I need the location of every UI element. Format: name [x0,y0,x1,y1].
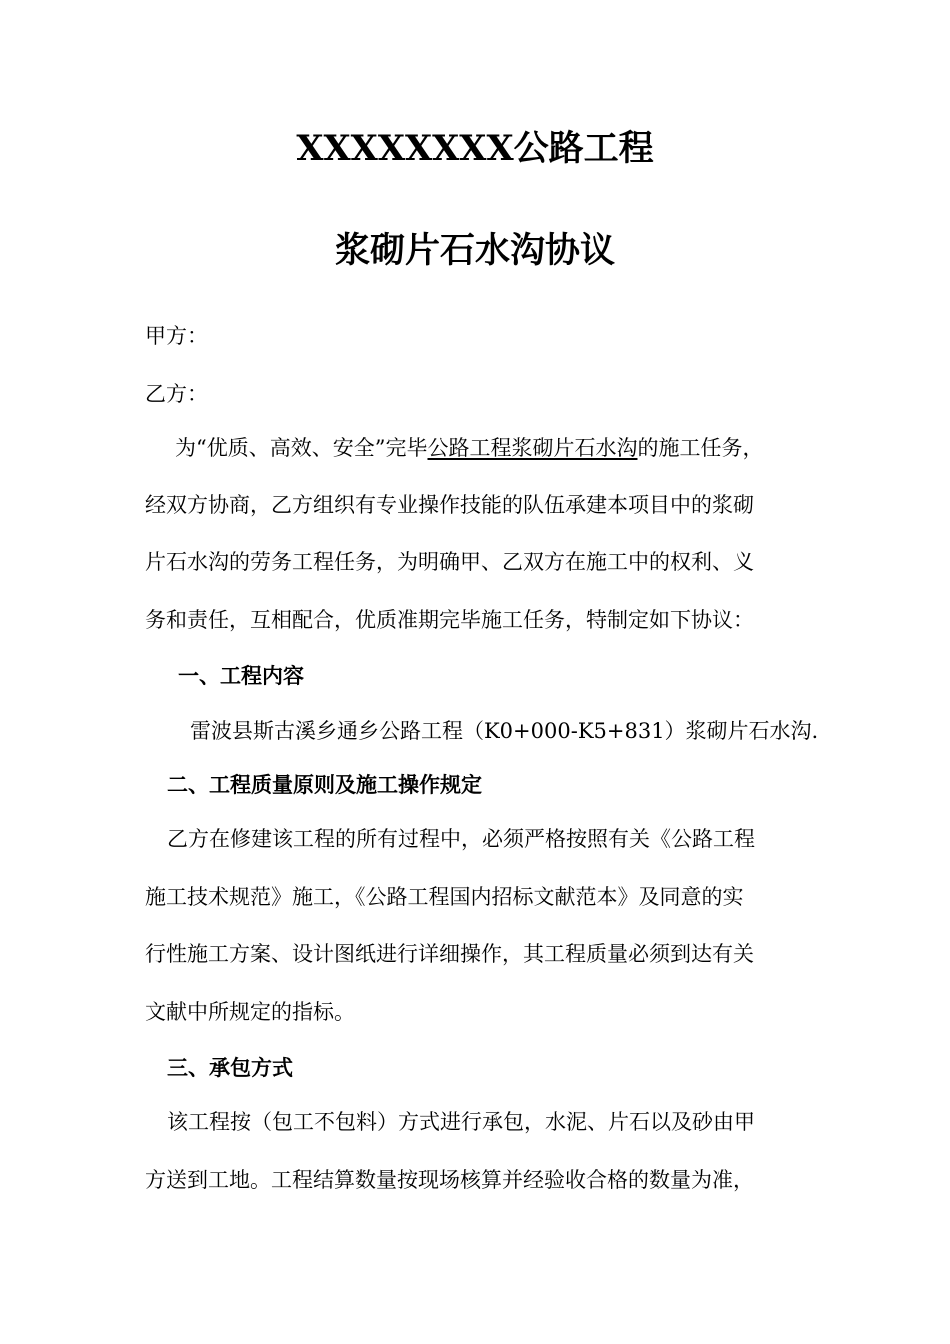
party-b-label: 乙方： [145,382,208,406]
intro-line-1-post: 的施工任务， [637,436,764,460]
section-2-line-1: 乙方在修建该工程的所有过程中，必须严格按照有关《公路工程 [167,827,755,851]
intro-line-1-pre: 为“优质、高效、安全”完毕 [175,436,428,460]
document-title-line1: XXXXXXXX公路工程 [296,128,654,169]
intro-line-2: 经双方协商，乙方组织有专业操作技能的队伍承建本项目中的浆砌 [145,493,754,517]
section-2-line-3: 行性施工方案、设计图纸进行详细操作，其工程质量必须到达有关 [145,942,754,966]
section-2-line-2: 施工技术规范》施工，《公路工程国内招标文献范本》及同意的实 [145,885,744,909]
intro-line-1 [175,434,763,462]
section-3-heading: 三、承包方式 [167,1055,293,1080]
section-3-line-2: 方送到工地。工程结算数量按现场核算并经验收合格的数量为准， [145,1168,754,1192]
intro-project-name: 公路工程浆砌片石水沟 [427,436,638,460]
party-a-label: 甲方： [145,324,208,348]
intro-line-3: 片石水沟的劳务工程任务，为明确甲、乙双方在施工中的权利、义 [145,550,754,574]
section-1-heading: 一、工程内容 [178,663,304,688]
section-3-line-1: 该工程按（包工不包料）方式进行承包，水泥、片石以及砂由甲 [167,1110,755,1134]
section-2-heading: 二、工程质量原则及施工操作规定 [167,772,482,797]
section-2-line-4: 文献中所规定的指标。 [145,1000,355,1024]
section-1-line-1: 雷波县斯古溪乡通乡公路工程（K0+000-K5+831）浆砌片石水沟. [190,719,819,743]
document-title-line2: 浆砌片石水沟协议 [334,230,615,271]
intro-line-4: 务和责任，互相配合，优质准期完毕施工任务，特制定如下协议： [145,608,754,632]
